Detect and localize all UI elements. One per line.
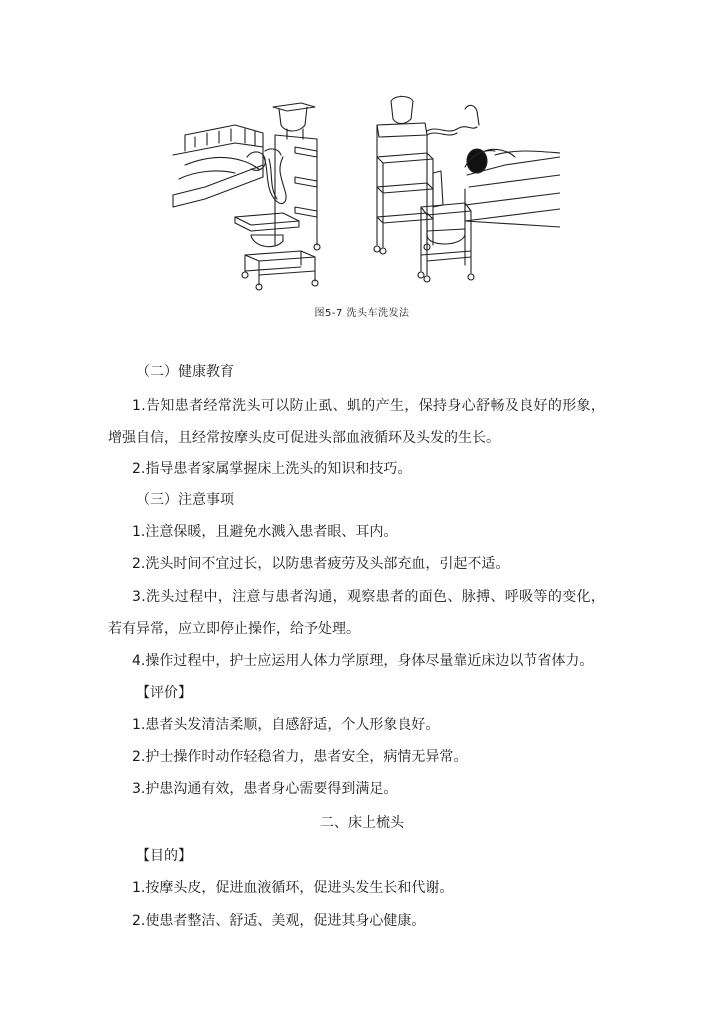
section-heading-precautions: （三）注意事项 bbox=[136, 492, 234, 508]
precautions-item-1: 1.注意保暖，且避免水溅入患者眼、耳内。 bbox=[132, 524, 398, 540]
precautions-item-2: 2.洗头时间不宜过长，以防患者疲劳及头部充血，引起不适。 bbox=[132, 556, 510, 572]
left-bed bbox=[173, 125, 263, 207]
evaluation-item-3: 3.护患沟通有效，患者身心需要得到满足。 bbox=[132, 781, 398, 797]
figure-caption: 图5-7 洗头车洗发法 bbox=[314, 308, 410, 319]
section-title-bed-combing: 二、床上梳头 bbox=[320, 815, 404, 831]
purpose-item-2: 2.使患者整洁、舒适、美观，促进其身心健康。 bbox=[132, 913, 426, 929]
right-front-cart bbox=[418, 171, 474, 282]
precautions-item-3-line-1: 3.洗头过程中，注意与患者沟通，观察患者的面色、脉搏、呼吸等的变化， bbox=[132, 589, 606, 605]
evaluation-item-2: 2.护士操作时动作轻稳省力，患者安全，病情无异常。 bbox=[132, 749, 468, 765]
right-patient bbox=[465, 149, 560, 205]
evaluation-item-1: 1.患者头发清洁柔顺，自感舒适，个人形象良好。 bbox=[132, 717, 440, 733]
section-heading-purpose: 【目的】 bbox=[136, 848, 192, 864]
health-education-item-2: 2.指导患者家属掌握床上洗头的知识和技巧。 bbox=[132, 461, 412, 477]
precautions-item-4: 4.操作过程中，护士应运用人体力学原理，身体尽量靠近床边以节省体力。 bbox=[132, 653, 594, 669]
hair-washing-cart-illustration bbox=[165, 95, 560, 295]
section-heading-evaluation: 【评价】 bbox=[136, 685, 192, 701]
left-cart bbox=[235, 103, 320, 290]
precautions-item-3-line-2: 若有异常，应立即停止操作，给予处理。 bbox=[108, 621, 360, 637]
left-patient-head bbox=[247, 149, 281, 170]
health-education-item-1-line-1: 1.告知患者经常洗头可以防止虱、虮的产生，保持身心舒畅及良好的形象， bbox=[132, 398, 606, 414]
right-bed-rail bbox=[465, 205, 560, 227]
section-heading-health-education: （二）健康教育 bbox=[136, 364, 234, 380]
purpose-item-1: 1.按摩头皮，促进血液循环，促进头发生长和代谢。 bbox=[132, 880, 454, 896]
health-education-item-1-line-2: 增强自信，且经常按摩头皮可促进头部血液循环及头发的生长。 bbox=[108, 430, 500, 446]
